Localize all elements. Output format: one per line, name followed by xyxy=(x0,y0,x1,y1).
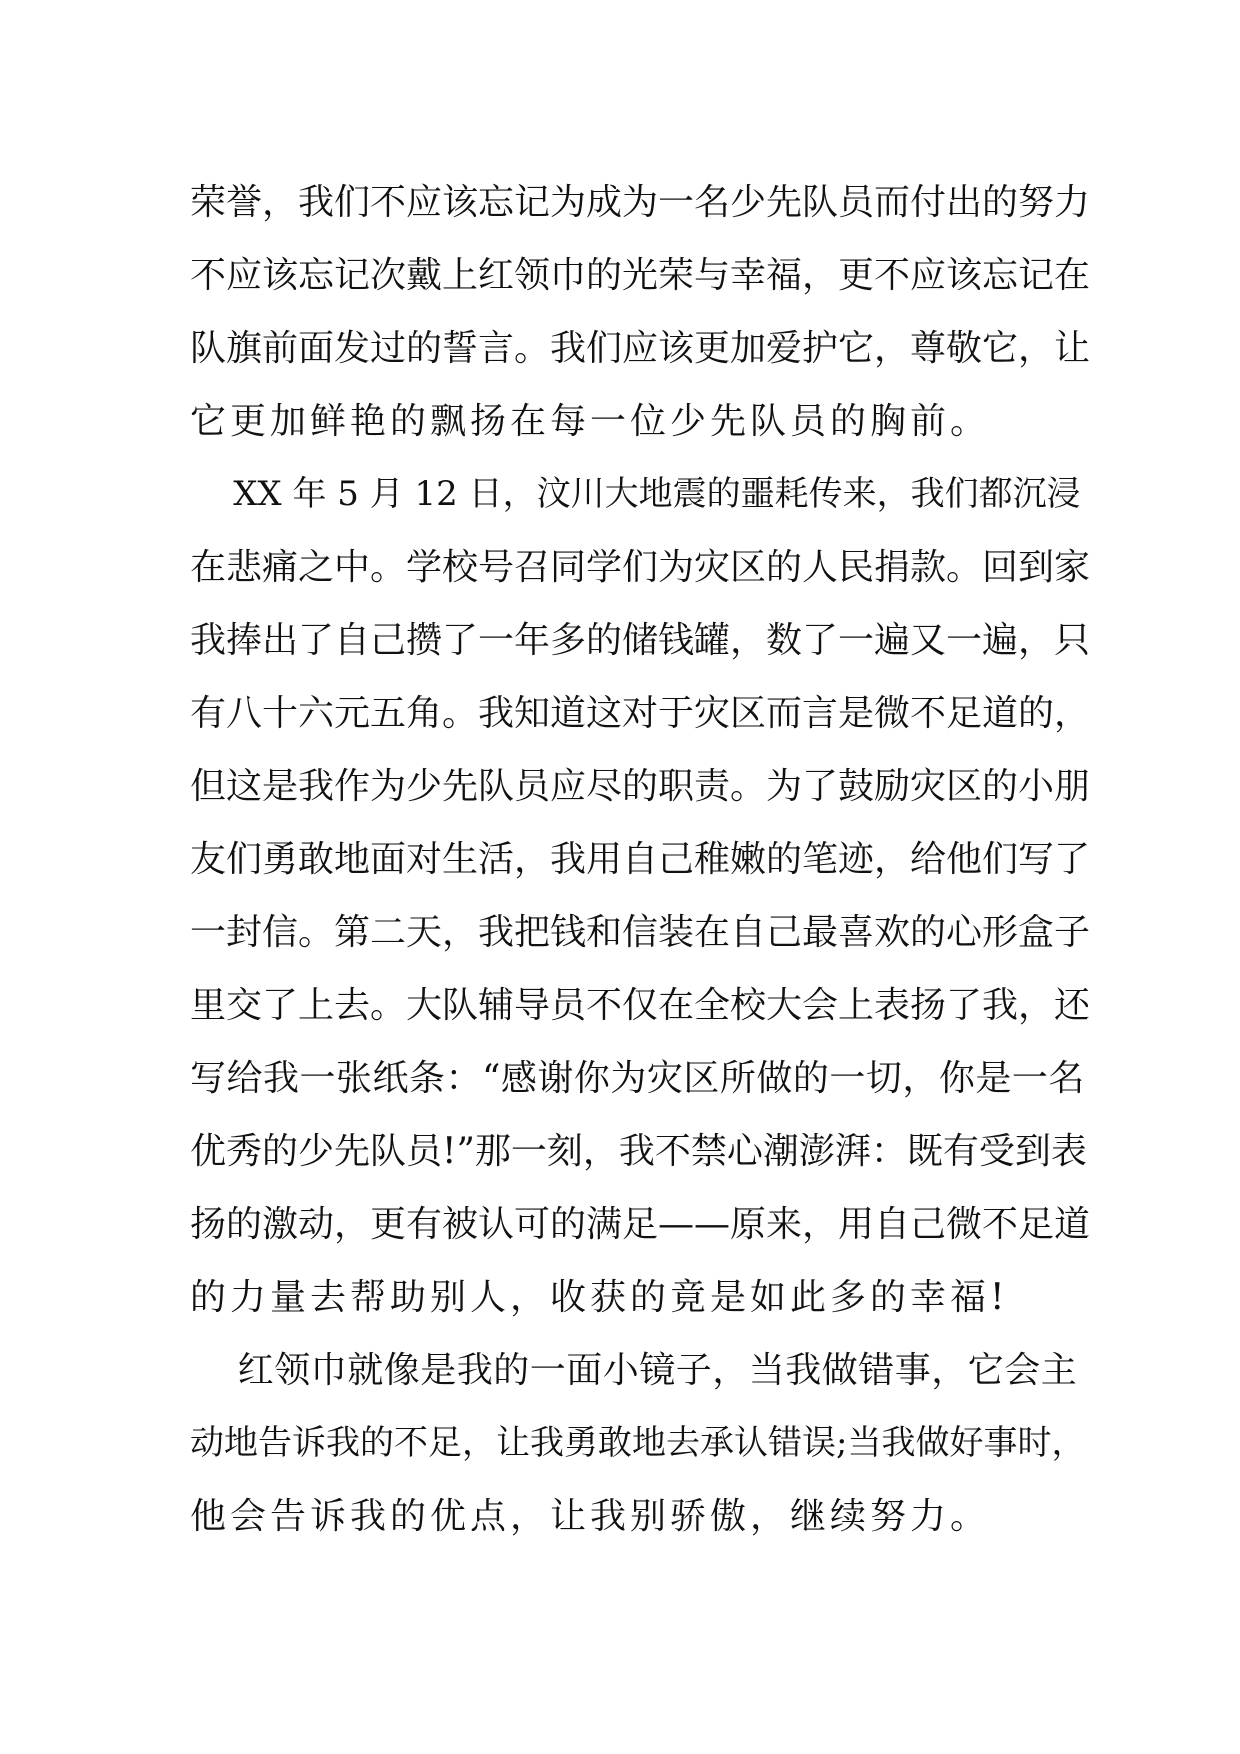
text-line: 写给我一张纸条：“感谢你为灾区所做的一切，你是一名 xyxy=(190,1058,1085,1099)
text-line: 优秀的少先队员!”那一刻，我不禁心潮澎湃：既有受到表 xyxy=(190,1131,1087,1172)
text-line: 动地告诉我的不足，让我勇敢地去承认错误;当我做好事时， xyxy=(190,1423,1086,1463)
text-line: 不应该忘记次戴上红领巾的光荣与幸福，更不应该忘记在 xyxy=(190,255,1091,296)
paragraph-3 xyxy=(190,1334,1086,1553)
text-line: 扬的激动，更有被认可的满足——原来，用自己微不足道 xyxy=(190,1204,1091,1245)
text-line: 它更加鲜艳的飘扬在每一位少先队员的胸前。 xyxy=(190,401,991,442)
text-line: 一封信。第二天，我把钱和信装在自己最喜欢的心形盒子 xyxy=(190,912,1091,953)
text-line: 红领巾就像是我的一面小镜子，当我做错事，它会主 xyxy=(190,1350,1078,1391)
text-line: 但这是我作为少先队员应尽的职责。为了鼓励灾区的小朋 xyxy=(190,766,1091,807)
text-line: 他会告诉我的优点，让我别骄傲，继续努力。 xyxy=(190,1496,991,1537)
text-line: 我捧出了自己攒了一年多的储钱罐，数了一遍又一遍，只 xyxy=(190,620,1091,661)
text-line: 的力量去帮助别人，收获的竟是如此多的幸福! xyxy=(190,1277,1009,1318)
paragraph-2 xyxy=(190,458,1091,1334)
text-line: 荣誉，我们不应该忘记为成为一名少先队员而付出的努力 xyxy=(190,182,1091,223)
text-line: 里交了上去。大队辅导员不仅在全校大会上表扬了我，还 xyxy=(190,985,1091,1026)
text-line: 队旗前面发过的誓言。我们应该更加爱护它，尊敬它，让 xyxy=(190,328,1091,369)
text-line: 有八十六元五角。我知道这对于灾区而言是微不足道的， xyxy=(190,693,1091,734)
text-line: 在悲痛之中。学校号召同学们为灾区的人民捐款。回到家 xyxy=(190,547,1091,588)
document-body xyxy=(190,166,1091,1553)
text-line: 友们勇敢地面对生活，我用自己稚嫩的笔迹，给他们写了 xyxy=(190,839,1091,880)
text-line: XX 年 5 月 12 日，汶川大地震的噩耗传来，我们都沉浸 xyxy=(190,474,1081,514)
paragraph-1 xyxy=(190,166,1091,458)
